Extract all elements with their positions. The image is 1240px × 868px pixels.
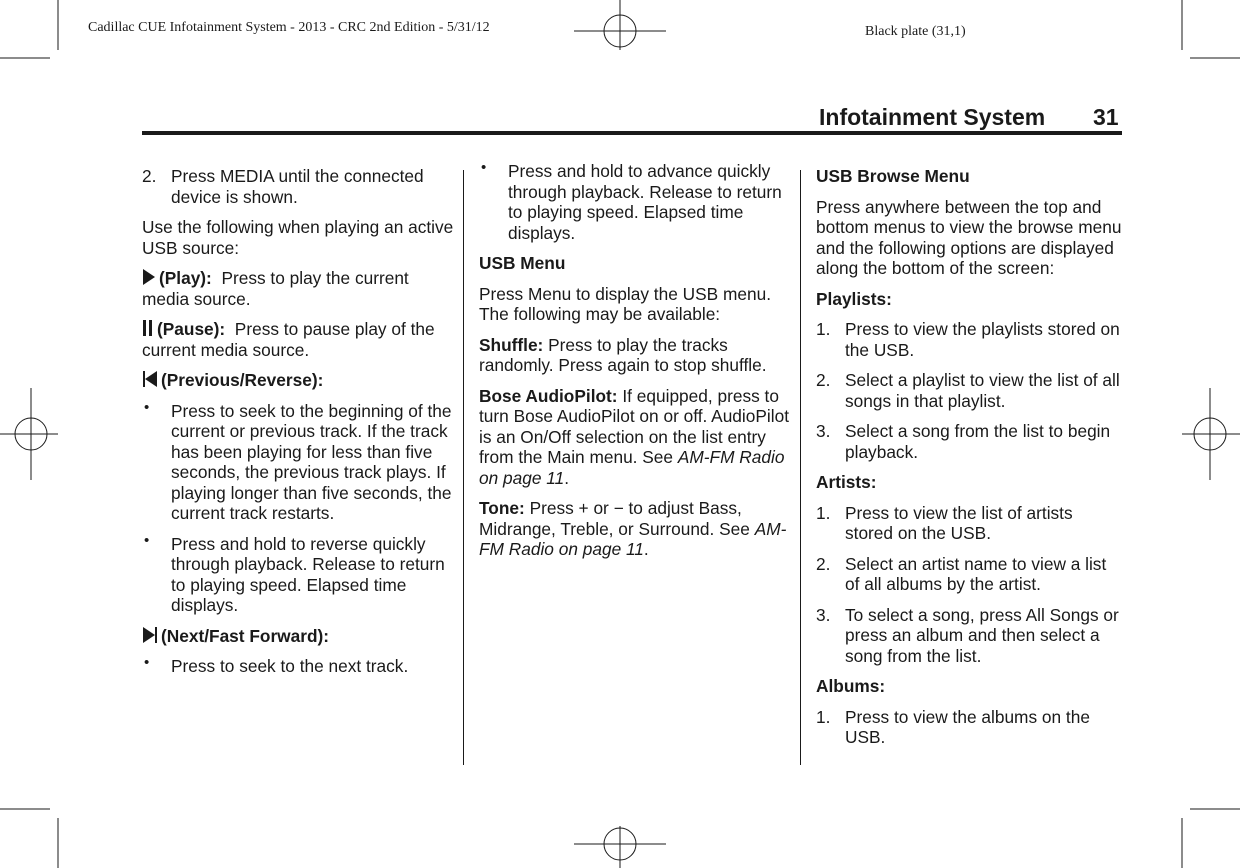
tone-text: Press + or − to adjust Bass, Midrange, Treble, or Surround. See xyxy=(479,498,750,539)
play-control xyxy=(142,268,457,309)
list-item xyxy=(816,421,1124,462)
step-text: To select a song, press All Songs or press an album and then select a song from the list. xyxy=(845,604,1119,666)
tone-label: Tone: xyxy=(479,498,525,518)
bullet: • xyxy=(144,654,150,671)
step-text: Press to view the list of artists stored on the USB. xyxy=(845,502,1073,543)
step-number: 2. xyxy=(816,553,831,574)
play-text: Press to play the current media source. xyxy=(142,268,409,309)
intro-text: Use the following when playing an active USB source: xyxy=(142,217,454,258)
page-number: 31 xyxy=(1093,104,1119,130)
column-divider xyxy=(463,170,464,765)
plate-info-right: Black plate (31,1) xyxy=(865,24,966,39)
column-left xyxy=(142,166,457,687)
playlists-heading: Playlists: xyxy=(816,288,892,309)
bullet-text: Press and hold to reverse quickly through playback. Release to return to playing speed. Elapsed time displays. xyxy=(171,533,445,615)
bullet: • xyxy=(481,159,487,176)
usb-menu-heading: USB Menu xyxy=(479,253,566,273)
step-number: 2. xyxy=(816,370,831,390)
tone-end: . xyxy=(643,539,649,559)
tone-entry xyxy=(479,498,794,560)
previous-control xyxy=(142,370,457,391)
pause-icon xyxy=(142,319,154,337)
step-text: Press MEDIA until the connected device is shown. xyxy=(171,166,424,207)
previous-icon xyxy=(142,370,158,388)
next-label: (Next/Fast Forward): xyxy=(161,625,330,646)
list-item xyxy=(816,370,1124,411)
shuffle-entry xyxy=(479,335,794,376)
albums-heading: Albums: xyxy=(816,676,886,696)
list-item xyxy=(816,319,1124,360)
bose-entry xyxy=(479,386,794,489)
bose-end: . xyxy=(564,467,570,488)
bose-text: If equipped, press to turn Bose AudioPilot on or off. AudioPilot is an On/Off selection on the list entry from the Main menu. See xyxy=(479,385,789,467)
bose-reference-link[interactable]: AM-FM Radio on page 11 xyxy=(479,447,785,488)
bullet: • xyxy=(144,531,150,549)
list-item xyxy=(816,707,1124,748)
column-divider xyxy=(800,170,801,765)
tone-reference-link[interactable]: AM-FM Radio on page 11 xyxy=(479,518,787,559)
next-icon xyxy=(142,626,158,644)
browse-menu-text: Press anywhere between the top and bottom menus to view the browse menu and the following options are displayed along the bottom of the screen: xyxy=(816,196,1122,278)
header-rule xyxy=(142,131,1122,135)
artists-heading: Artists: xyxy=(816,472,877,492)
bose-label: Bose AudioPilot: xyxy=(479,385,618,406)
list-item xyxy=(142,531,457,616)
list-item xyxy=(816,503,1124,544)
browse-menu-heading: USB Browse Menu xyxy=(816,166,970,186)
list-item xyxy=(142,398,457,524)
step-number: 1. xyxy=(816,319,831,339)
list-item xyxy=(816,554,1124,595)
pause-text: Press to pause play of the current media source. xyxy=(142,319,435,360)
step-text: Select a playlist to view the list of all songs in that playlist. xyxy=(845,370,1120,411)
shuffle-label: Shuffle: xyxy=(479,334,544,355)
column-right xyxy=(816,166,1124,758)
bullet-text: Press to seek to the next track. xyxy=(171,656,409,676)
play-label: (Play): xyxy=(159,268,212,288)
step-text: Press to view the playlists stored on the USB. xyxy=(845,319,1120,360)
step-number: 2. xyxy=(142,166,157,186)
bullet-text: Press to seek to the beginning of the current or previous track. If the track has been playing for less than five seconds, the previous track plays. If playing longer than five seconds, the current track restarts. xyxy=(171,400,452,523)
column-middle xyxy=(479,161,794,570)
step-number: 3. xyxy=(816,604,831,625)
pause-label: (Pause): xyxy=(157,319,226,339)
bullet-text: Press and hold to advance quickly through playback. Release to return to playing speed. Elapsed time displays. xyxy=(508,161,782,243)
step-number: 1. xyxy=(816,706,831,727)
list-item xyxy=(816,605,1124,667)
list-item xyxy=(142,656,457,677)
pause-control xyxy=(142,319,457,360)
play-icon xyxy=(142,268,156,286)
list-item xyxy=(142,166,457,207)
step-number: 1. xyxy=(816,502,831,523)
step-number: 3. xyxy=(816,421,831,441)
step-text: Select a song from the list to begin playback. xyxy=(845,421,1111,462)
section-title: Infotainment System xyxy=(819,104,1046,130)
step-text: Select an artist name to view a list of all albums by the artist. xyxy=(845,553,1107,594)
previous-label: (Previous/Reverse): xyxy=(161,370,324,390)
bullet: • xyxy=(144,398,150,416)
usb-menu-text: Press Menu to display the USB menu. The following may be available: xyxy=(479,283,772,324)
step-text: Press to view the albums on the USB. xyxy=(845,706,1090,747)
list-item xyxy=(479,161,794,243)
plate-info-left: Cadillac CUE Infotainment System - 2013 - CRC 2nd Edition - 5/31/12 xyxy=(88,20,490,35)
next-control xyxy=(142,626,457,647)
shuffle-text: Press to play the tracks randomly. Press again to stop shuffle. xyxy=(479,334,767,375)
